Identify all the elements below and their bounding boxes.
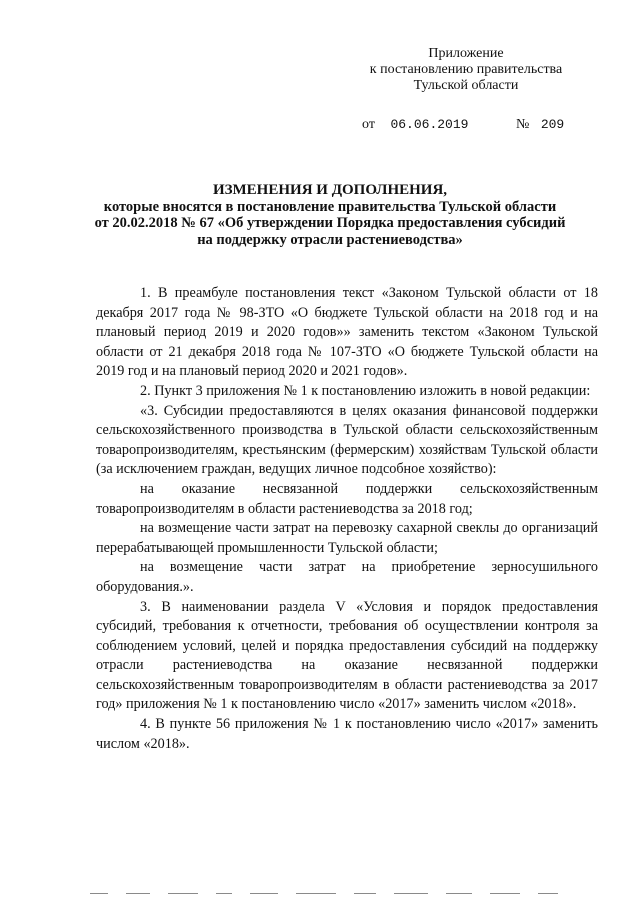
paragraph-1: 1. В преамбуле постановления текст «Законом Тульской области от 18 декабря 2017 года № 98-ЗТО «О бюджете Тульской области на 2018 год и на плановый период 2019 и 2020 годов»» заменить текстом «Законом Тульской области от 21 декабря 2018 года № 107-ЗТО «О бюджете Тульской области на 2019 год и на плановый период 2020 и 2021 годов».: [96, 285, 598, 380]
paragraph-8: 4. В пункте 56 приложения № 1 к постановлению число «2017» заменить числом «2018».: [96, 716, 598, 752]
paragraph-6: на возмещение части затрат на приобретение зерносушильного оборудования.».: [96, 559, 598, 595]
title-line: от 20.02.2018 № 67 «Об утверждении Порядка предоставления субсидий: [94, 215, 566, 231]
resolution-date-line: [362, 116, 602, 134]
paragraph-7: 3. В наименовании раздела V «Условия и порядок предоставления субсидий, требования к отчетности, требования об осуществлении контроля за соблюдением условий, целей и порядка предоставления субсидий на поддержку отрасли растениеводства на оказание несвязанной поддержки сельскохозяйственным товаропроизводителям в области растениеводства за 2017 год» приложения № 1 к постановлению число «2017» заменить числом «2018».: [96, 598, 598, 713]
document-title: [60, 182, 600, 248]
resolution-date: 06.06.2019: [390, 117, 469, 132]
document-body: [96, 284, 598, 754]
scan-artifact: [90, 884, 590, 890]
appendix-ref: к постановлению правительства: [369, 62, 563, 77]
date-from-label: от: [362, 117, 375, 132]
paragraph-3: «3. Субсидии предоставляются в целях оказания финансовой поддержки сельскохозяйственного производства в Тульской области сельскохозяйственным товаропроизводителям, крестьянским (фермерским) хозяйствам Тульской области (за исключением граждан, ведущих личное подсобное хозяйство):: [96, 402, 598, 478]
resolution-number: 209: [540, 117, 565, 132]
paragraph-2: 2. Пункт 3 приложения № 1 к постановлению изложить в новой редакции:: [140, 382, 591, 399]
title-line: которые вносятся в постановление правительства Тульской области: [103, 198, 557, 215]
paragraph-5: на возмещение части затрат на перевозку сахарной свеклы до организаций перерабатывающей промышленности Тульской области;: [96, 520, 598, 556]
number-label: №: [515, 117, 530, 132]
appendix-header: [356, 46, 576, 94]
paragraph-4: на оказание несвязанной поддержки сельскохозяйственным товаропроизводителям в области растениеводства за 2018 год;: [96, 480, 598, 517]
appendix-label: Приложение: [428, 46, 504, 61]
title-heading: ИЗМЕНЕНИЯ И ДОПОЛНЕНИЯ,: [212, 182, 448, 198]
title-line: на поддержку отрасли растениеводства»: [197, 231, 463, 248]
appendix-region: Тульской области: [413, 78, 519, 93]
